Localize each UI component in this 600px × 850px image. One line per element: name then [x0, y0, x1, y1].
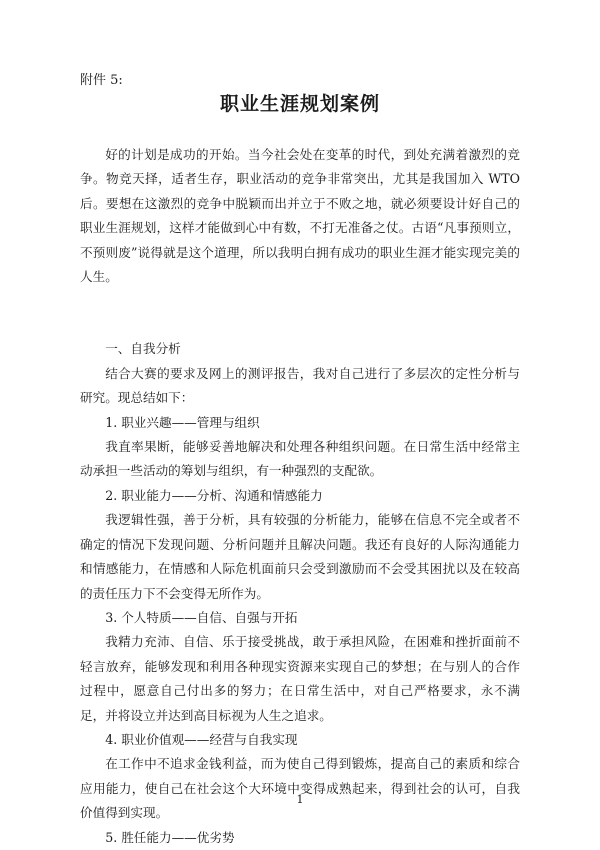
- item-heading: 2. 职业能力——分析、沟通和情感能力: [105, 487, 323, 503]
- item-paragraph: 我逻辑性强，善于分析，具有较强的分析能力，能够在信息不完全或者不确定的情况下发现问题、分析问题并且解决问题。我还有良好的人际沟通能力和情感能力，在情感和人际危机面前只会受到激励而不会受其困扰以及在较高的责任压力下不会变得无所作为。: [80, 512, 520, 601]
- item-paragraph: 我直率果断，能够妥善地解决和处理各种组织问题。在日常生活中经常主动承担一些活动的筹划与组织，有一种强烈的支配欲。: [80, 439, 520, 479]
- item-heading: 4. 职业价值观——经营与自我实现: [105, 731, 298, 747]
- section-heading: 一、自我分析: [105, 341, 181, 357]
- item-paragraph: 我精力充沛、自信、乐于接受挑战，敢于承担风险，在困难和挫折面前不轻言放弃，能够发现和利用各种现实资源来实现自己的梦想；在与别人的合作过程中，愿意自己付出多的努力；在日常生活中，对自己严格要求，永不满足，并将设立并达到高目标视为人生之追求。: [80, 634, 520, 723]
- item-heading: 1. 职业兴趣——管理与组织: [105, 414, 260, 430]
- blank-line: [80, 313, 520, 337]
- page-number: 1: [296, 793, 304, 806]
- attachment-label: 附件 5:: [80, 73, 123, 88]
- item-heading: 5. 胜任能力——优劣势: [105, 829, 235, 845]
- document-title: 职业生涯规划案例: [219, 93, 380, 115]
- intro-paragraph: 好的计划是成功的开始。当今社会处在变革的时代，到处充满着激烈的竞争。物竞天择，适者生存，职业活动的竞争非常突出，尤其是我国加入 WTO 后。要想在这激烈的竞争中脱颖而出并立于不败之地，就必须要设计好自己的职业生涯规划，这样才能做到心中有数，不打无准备之仗。古语“凡事预则立，不预则废”说得就是这个道理，所以我明白拥有成功的职业生涯才能实现完美的人生。: [80, 147, 520, 285]
- item-heading: 3. 个人特质——自信、自强与开拓: [105, 609, 298, 625]
- item-paragraph: 在工作中不追求金钱利益，而为使自己得到锻炼，提高自己的素质和综合应用能力，使自己在社会这个大环境中变得成熟起来，得到社会的认可，自我价值得到实现。: [80, 756, 520, 821]
- document-body: [80, 143, 520, 850]
- section-intro-paragraph: 结合大赛的要求及网上的测评报告，我对自己进行了多层次的定性分析与研究。现总结如下：: [80, 365, 520, 406]
